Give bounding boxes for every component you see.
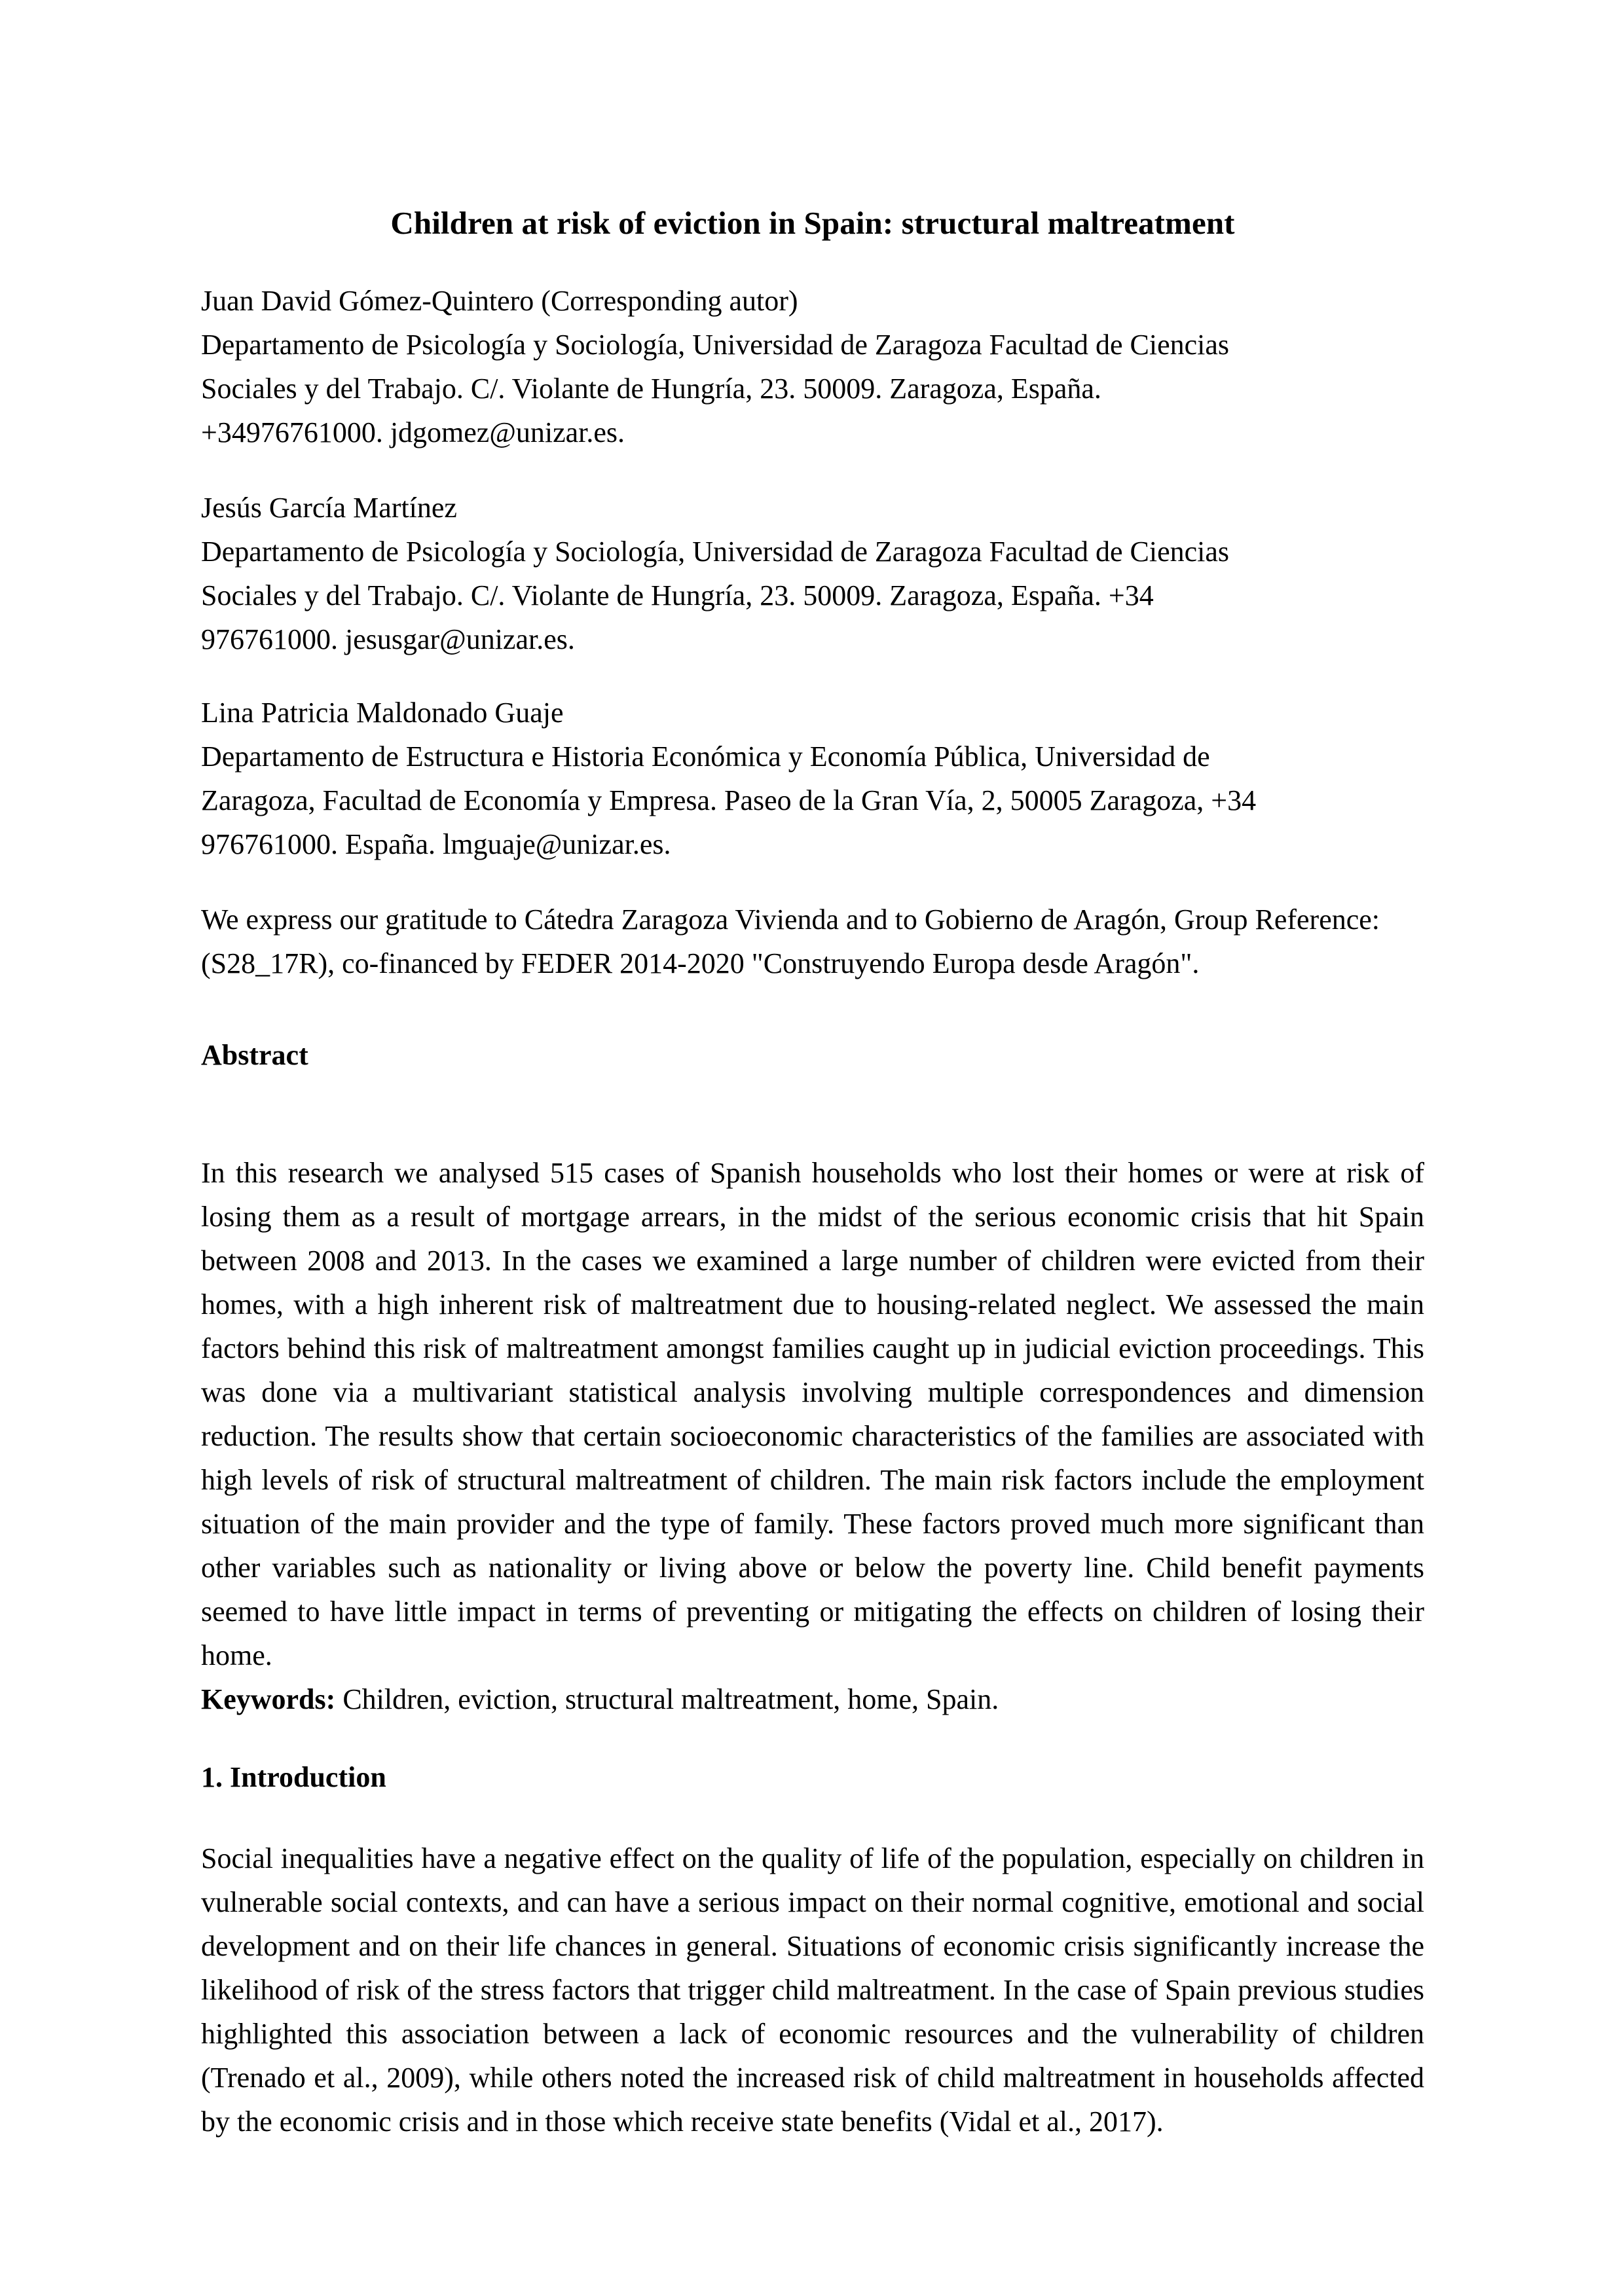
keywords-line — [201, 1677, 1424, 1721]
author-affiliation-line: Departamento de Estructura e Historia Económica y Economía Pública, Universidad de — [201, 740, 1210, 773]
keywords-list: Children, eviction, structural maltreatment, home, Spain. — [335, 1683, 999, 1716]
author-block-1 — [201, 279, 1424, 454]
page-title: Children at risk of eviction in Spain: structural maltreatment — [390, 205, 1235, 241]
spacer-between-authors — [201, 454, 1424, 486]
author-affiliation-line: Sociales y del Trabajo. C/. Violante de Hungría, 23. 50009. Zaragoza, España. +34 — [201, 579, 1154, 612]
author-block-2 — [201, 486, 1424, 661]
author-affiliation-line: Sociales y del Trabajo. C/. Violante de Hungría, 23. 50009. Zaragoza, España. — [201, 373, 1101, 405]
author-contact-line: 976761000. España. lmguaje@unizar.es. — [201, 828, 671, 861]
author-name: Jesús García Martínez — [201, 492, 457, 524]
acknowledgement-paragraph: We express our gratitude to Cátedra Zaragoza Vivienda and to Gobierno de Aragón, Group Reference: (S28_17R), co-financed by FEDER 2014-2020 "Construyendo Europa desde Aragón". — [201, 903, 1380, 980]
spacer-before-introduction-heading — [201, 1721, 1424, 1757]
keywords-label: Keywords: — [201, 1683, 336, 1716]
abstract-paragraph: In this research we analysed 515 cases of Spanish households who lost their homes or were at risk of losing them as a result of mortgage arrears, in the midst of the serious economic crisis that hit Spain between 2008 and 2013. In the cases we examined a large number of children were evicted from their homes, with a high inherent risk of maltreatment due to housing-related neglect. We assessed the main factors behind this risk of maltreatment amongst families caught up in judicial eviction proceedings. This was done via a multivariant statistical analysis involving multiple correspondences and dimension reduction. The results show that certain socioeconomic characteristics of the families are associated with high levels of risk of structural maltreatment of children. The main risk factors include the employment situation of the main provider and the type of family. These factors proved much more significant than other variables such as nationality or living above or below the poverty line. Child benefit payments seemed to have little impact in terms of preventing or mitigating the effects on children of losing their home. — [201, 1157, 1424, 1672]
introduction-heading: 1. Introduction — [201, 1761, 386, 1794]
author-name: Lina Patricia Maldonado Guaje — [201, 697, 564, 729]
author-contact-line: +34976761000. jdgomez@unizar.es. — [201, 416, 625, 449]
introduction-paragraph-1: Social inequalities have a negative effect on the quality of life of the population, especially on children in vulnerable social contexts, and can have a serious impact on their normal cognitive, emotional and social development and on their life chances in general. Situations of economic crisis significantly increase the likelihood of risk of the stress factors that trigger child maltreatment. In the case of Spain previous studies highlighted this association between a lack of economic resources and the vulnerability of children (Trenado et al., 2009), while others noted the increased risk of child maltreatment in households affected by the economic crisis and in those which receive state benefits (Vidal et al., 2017). — [201, 1842, 1424, 2138]
spacer-before-abstract-heading — [201, 985, 1424, 1034]
spacer-before-acknowledgement — [201, 866, 1424, 898]
author-name: Juan David Gómez-Quintero (Corresponding autor) — [201, 285, 798, 318]
spacer-after-title — [201, 243, 1424, 279]
abstract-heading: Abstract — [201, 1039, 308, 1072]
author-affiliation-line: Departamento de Psicología y Sociología, Universidad de Zaragoza Facultad de Ciencias — [201, 329, 1230, 361]
author-affiliation-line: Zaragoza, Facultad de Economía y Empresa. Paseo de la Gran Vía, 2, 50005 Zaragoza, +34 — [201, 784, 1257, 817]
spacer-after-abstract-heading — [201, 1076, 1424, 1151]
spacer-between-authors — [201, 661, 1424, 691]
author-affiliation-line: Departamento de Psicología y Sociología, Universidad de Zaragoza Facultad de Ciencias — [201, 536, 1230, 568]
author-contact-line: 976761000. jesusgar@unizar.es. — [201, 623, 575, 656]
spacer-after-introduction-heading — [201, 1798, 1424, 1836]
page-content-column — [201, 0, 1424, 2143]
author-block-3 — [201, 691, 1424, 866]
